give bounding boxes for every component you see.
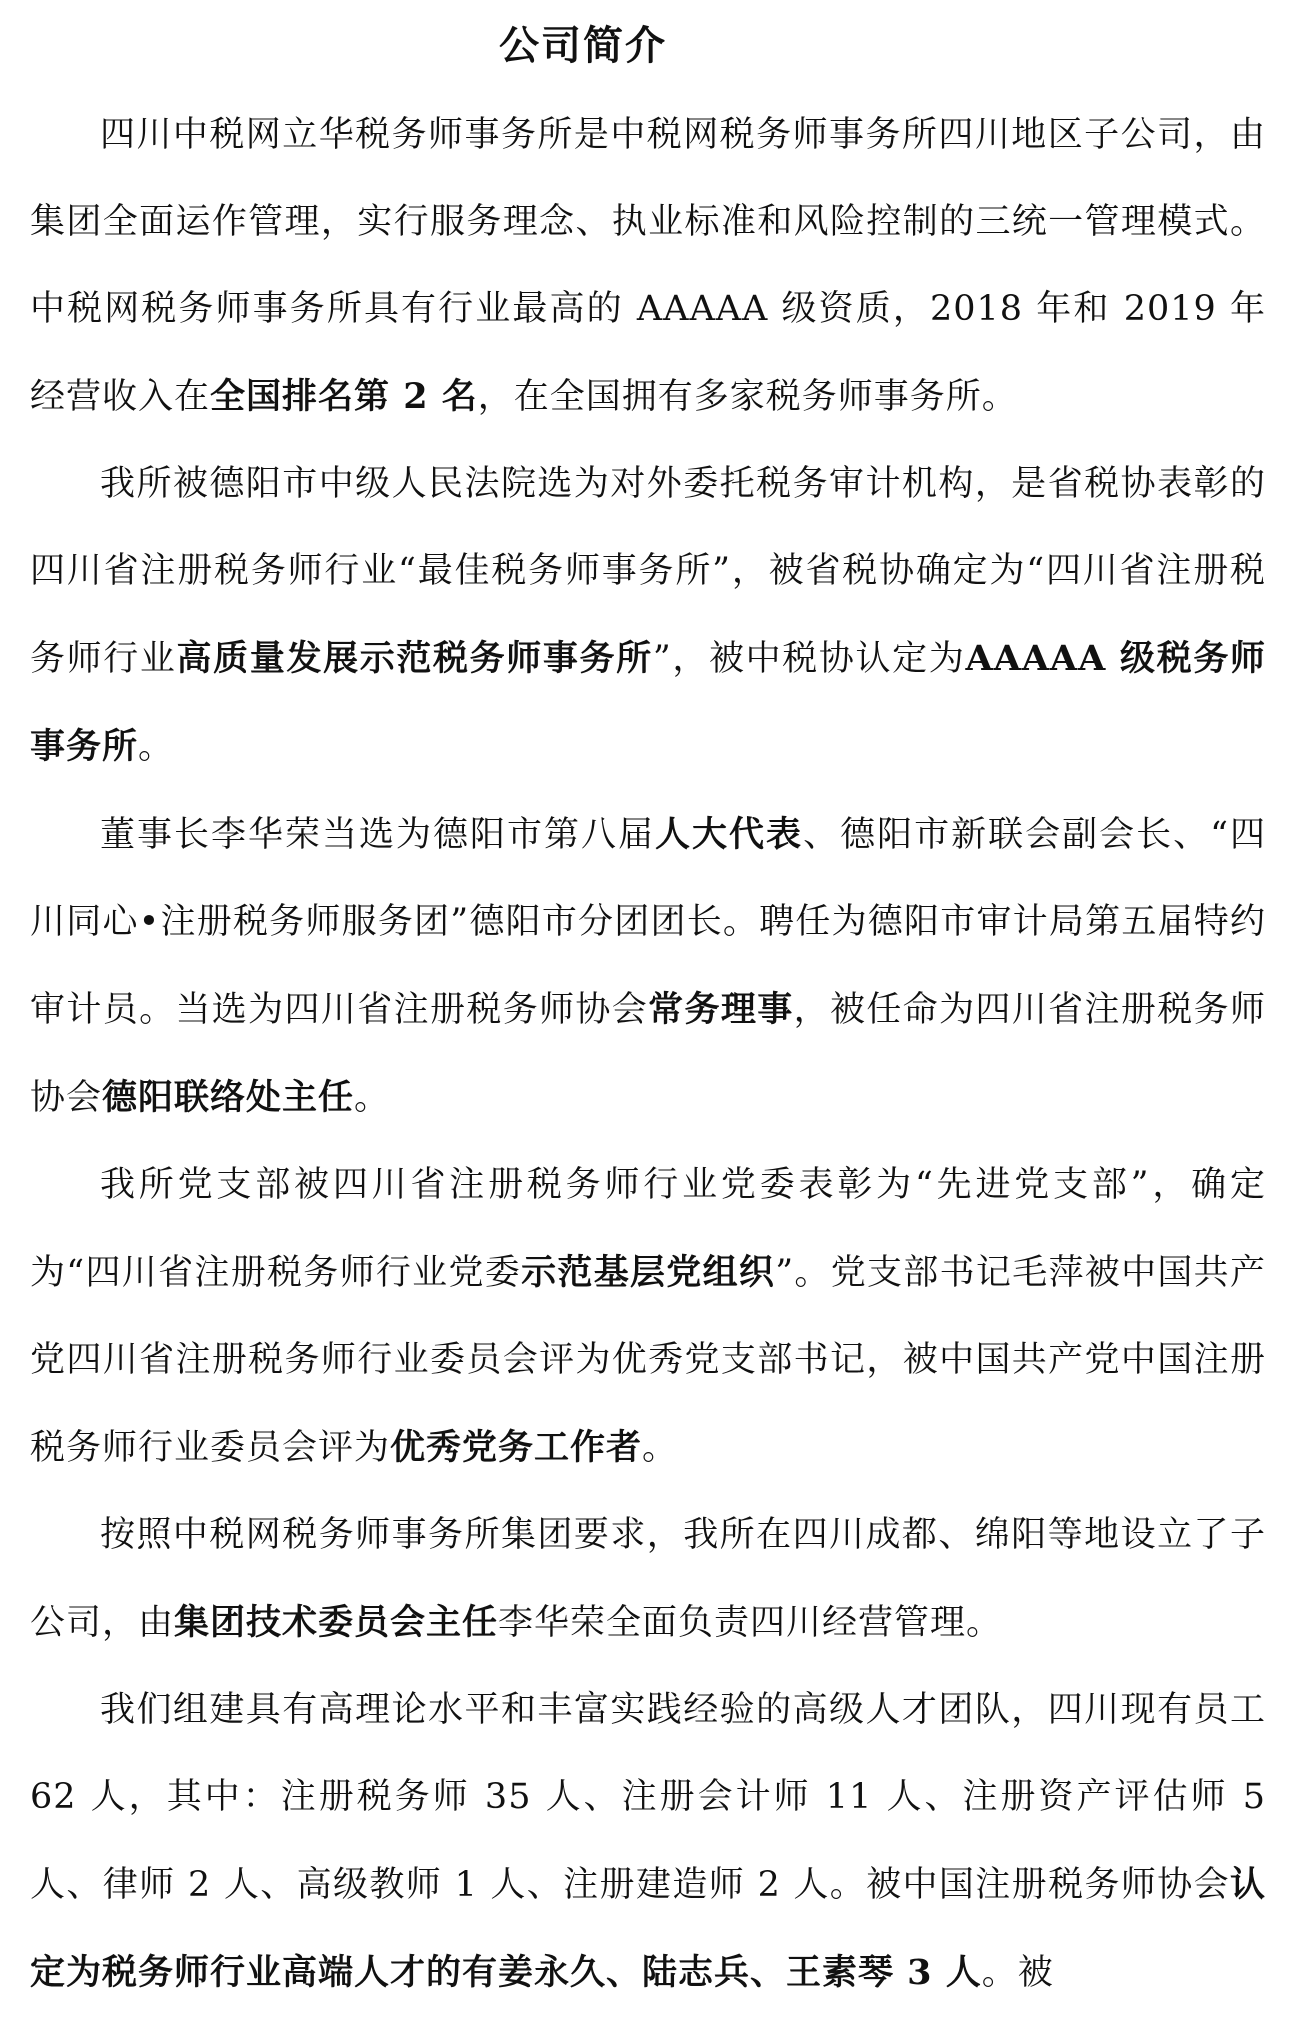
text-run: ”。党支部书记毛萍被中国共产党四川省注册税务师行业委员会评为优秀党支部书记，被中国共产党中国注册税务师行业委员会评为 [30,1253,1266,1468]
page-title: 公司简介 [499,22,667,69]
bold-text-run: 优秀党务工作者 [390,1427,643,1468]
paragraph [30,1667,1266,2017]
text-run: 。被 [981,1953,1054,1993]
text-run: 、德阳市新联会副会长、“四川同心•注册税务师服务团”德阳市分团团长。聘任为德阳市审计局第五届特约审计员。当选为四川省注册税务师协会 [30,815,1266,1030]
bold-text-run: 常务理事 [648,989,794,1030]
paragraph [30,791,1266,1142]
bold-text-run: 认定为税务师行业高端人才的有姜永久、陆志兵、王素琴 3 人 [30,1864,1266,1993]
bold-text-run: 示范基层党组织 [521,1252,776,1293]
text-run: 董事长李华荣当选为德阳市第八届 [100,815,656,855]
paragraph [30,1142,1266,1492]
bold-text-run: 高质量发展示范税务师事务所 [176,638,653,679]
text-run: 我们组建具有高理论水平和丰富实践经验的高级人才团队，四川现有员工 62 人，其中：注册税务师 35 人、注册会计师 11 人、注册资产评估师 5 人、律师 2 人、高级教师 1 人、注册建造师 2 人。被中国注册税务师协会 [30,1690,1266,1905]
paragraph [30,92,1266,441]
text-run: ，被任命为四川省注册税务师协会 [30,990,1266,1118]
text-run: 李华荣全面负责四川经营管理。 [498,1603,1003,1643]
text-run: 。 [138,727,175,767]
paragraph [30,1492,1266,1667]
bold-text-run: 人大代表 [655,814,804,855]
text-run: ，在全国拥有多家税务师事务所。 [477,377,1018,417]
bold-text-run: AAAAA 级税务师事务所 [30,638,1266,767]
text-run: 按照中税网税务师事务所集团要求，我所在四川成都、绵阳等地设立了子公司，由 [30,1515,1266,1643]
bold-text-run: 德阳联络处主任 [102,1077,355,1118]
text-run: 四川中税网立华税务师事务所是中税网税务师事务所四川地区子公司，由集团全面运作管理，实行服务理念、执业标准和风险控制的三统一管理模式。中税网税务师事务所具有行业最高的 AAAAA 级资质，2018 年和 2019 年经营收入在 [30,115,1266,417]
paragraph [30,441,1266,791]
text-run: 。 [354,1078,391,1118]
text-run: 我所党支部被四川省注册税务师行业党委表彰为“先进党支部”，确定为“四川省注册税务师行业党委 [30,1165,1266,1293]
bold-text-run: 全国排名第 2 名 [210,376,478,417]
text-run: 我所被德阳市中级人民法院选为对外委托税务审计机构，是省税协表彰的四川省注册税务师行业“最佳税务师事务所”，被省税协确定为“四川省注册税务师行业 [30,464,1266,679]
text-run: ”，被中税协认定为 [652,639,966,679]
bold-text-run: 集团技术委员会主任 [174,1602,499,1643]
document-body [30,92,1266,2017]
text-run: 。 [642,1428,679,1468]
